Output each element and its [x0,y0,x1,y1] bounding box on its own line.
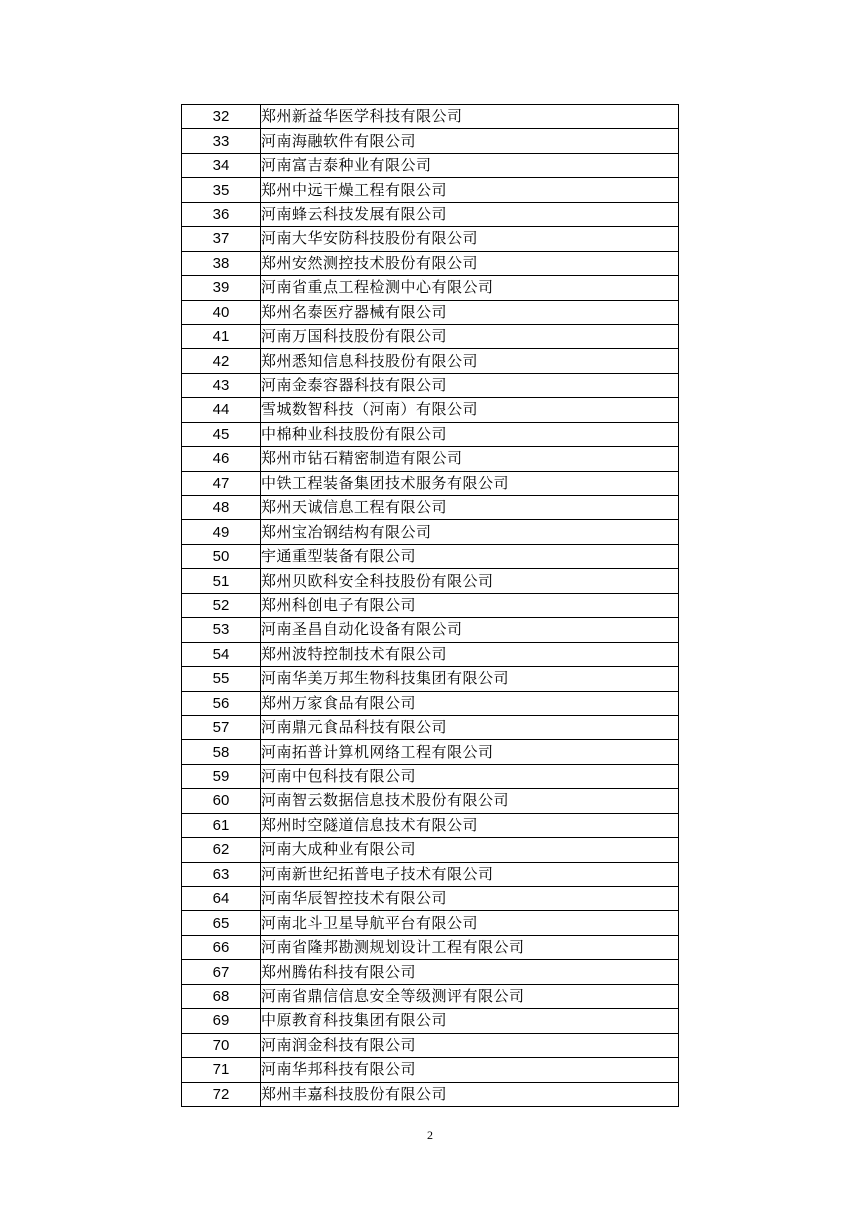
row-number-cell: 67 [182,960,261,984]
table-row [182,1009,679,1033]
table-row [182,178,679,202]
row-number-cell: 35 [182,178,261,202]
company-name-cell: 河南海融软件有限公司 [261,129,679,153]
table-row [182,251,679,275]
table-row [182,373,679,397]
table-row [182,1033,679,1057]
company-name-cell: 河南智云数据信息技术股份有限公司 [261,789,679,813]
company-name-cell: 河南省隆邦勘测规划设计工程有限公司 [261,935,679,959]
company-name-cell: 宇通重型装备有限公司 [261,544,679,568]
row-number-cell: 63 [182,862,261,886]
row-number-cell: 66 [182,935,261,959]
company-name-cell: 郑州宝冶钢结构有限公司 [261,520,679,544]
row-number-cell: 34 [182,153,261,177]
company-name-cell: 河南新世纪拓普电子技术有限公司 [261,862,679,886]
company-list-body [182,105,679,1107]
company-name-cell: 河南华邦科技有限公司 [261,1058,679,1082]
table-row [182,398,679,422]
company-name-cell: 郑州腾佑科技有限公司 [261,960,679,984]
row-number-cell: 56 [182,691,261,715]
row-number-cell: 47 [182,471,261,495]
row-number-cell: 36 [182,202,261,226]
company-name-cell: 河南润金科技有限公司 [261,1033,679,1057]
company-name-cell: 中铁工程装备集团技术服务有限公司 [261,471,679,495]
table-row [182,838,679,862]
table-row [182,984,679,1008]
row-number-cell: 48 [182,496,261,520]
table-row [182,764,679,788]
company-name-cell: 中棉种业科技股份有限公司 [261,422,679,446]
table-row [182,153,679,177]
row-number-cell: 65 [182,911,261,935]
row-number-cell: 37 [182,227,261,251]
table-row [182,740,679,764]
row-number-cell: 71 [182,1058,261,1082]
table-row [182,789,679,813]
table-row [182,129,679,153]
row-number-cell: 49 [182,520,261,544]
row-number-cell: 39 [182,276,261,300]
table-row [182,887,679,911]
table-row [182,276,679,300]
row-number-cell: 43 [182,373,261,397]
table-row [182,862,679,886]
company-name-cell: 郑州名泰医疗器械有限公司 [261,300,679,324]
company-name-cell: 雪城数智科技（河南）有限公司 [261,398,679,422]
table-row [182,300,679,324]
company-name-cell: 河南省重点工程检测中心有限公司 [261,276,679,300]
company-name-cell: 中原教育科技集团有限公司 [261,1009,679,1033]
company-name-cell: 河南大成种业有限公司 [261,838,679,862]
table-row [182,642,679,666]
company-name-cell: 河南北斗卫星导航平台有限公司 [261,911,679,935]
row-number-cell: 33 [182,129,261,153]
row-number-cell: 51 [182,569,261,593]
company-name-cell: 郑州新益华医学科技有限公司 [261,105,679,129]
company-name-cell: 郑州安然测控技术股份有限公司 [261,251,679,275]
company-name-cell: 河南金泰容器科技有限公司 [261,373,679,397]
row-number-cell: 50 [182,544,261,568]
company-name-cell: 郑州万家食品有限公司 [261,691,679,715]
row-number-cell: 68 [182,984,261,1008]
row-number-cell: 46 [182,447,261,471]
row-number-cell: 38 [182,251,261,275]
row-number-cell: 41 [182,324,261,348]
row-number-cell: 62 [182,838,261,862]
company-name-cell: 郑州时空隧道信息技术有限公司 [261,813,679,837]
company-name-cell: 河南华美万邦生物科技集团有限公司 [261,667,679,691]
table-row [182,593,679,617]
row-number-cell: 55 [182,667,261,691]
row-number-cell: 54 [182,642,261,666]
table-row [182,911,679,935]
row-number-cell: 53 [182,618,261,642]
company-list-table [181,104,679,1107]
company-name-cell: 郑州中远干燥工程有限公司 [261,178,679,202]
table-row [182,324,679,348]
table-row [182,1082,679,1106]
table-row [182,569,679,593]
company-name-cell: 郑州科创电子有限公司 [261,593,679,617]
table-row [182,422,679,446]
company-name-cell: 郑州悉知信息科技股份有限公司 [261,349,679,373]
table-row [182,496,679,520]
row-number-cell: 60 [182,789,261,813]
table-row [182,544,679,568]
table-row [182,349,679,373]
row-number-cell: 61 [182,813,261,837]
table-row [182,227,679,251]
table-row [182,960,679,984]
table-row [182,1058,679,1082]
table-row [182,520,679,544]
row-number-cell: 59 [182,764,261,788]
row-number-cell: 32 [182,105,261,129]
table-row [182,935,679,959]
table-row [182,691,679,715]
company-name-cell: 河南中包科技有限公司 [261,764,679,788]
table-row [182,813,679,837]
company-name-cell: 河南华辰智控技术有限公司 [261,887,679,911]
row-number-cell: 72 [182,1082,261,1106]
row-number-cell: 52 [182,593,261,617]
company-name-cell: 河南富吉泰种业有限公司 [261,153,679,177]
company-name-cell: 郑州天诚信息工程有限公司 [261,496,679,520]
table-row [182,667,679,691]
company-name-cell: 河南蜂云科技发展有限公司 [261,202,679,226]
company-name-cell: 郑州市钻石精密制造有限公司 [261,447,679,471]
page-number: 2 [427,1128,433,1142]
row-number-cell: 70 [182,1033,261,1057]
table-row [182,471,679,495]
company-name-cell: 河南大华安防科技股份有限公司 [261,227,679,251]
company-name-cell: 郑州丰嘉科技股份有限公司 [261,1082,679,1106]
table-row [182,715,679,739]
row-number-cell: 58 [182,740,261,764]
row-number-cell: 42 [182,349,261,373]
row-number-cell: 57 [182,715,261,739]
row-number-cell: 64 [182,887,261,911]
table-row [182,447,679,471]
table-row [182,618,679,642]
company-name-cell: 河南拓普计算机网络工程有限公司 [261,740,679,764]
row-number-cell: 40 [182,300,261,324]
company-name-cell: 河南万国科技股份有限公司 [261,324,679,348]
company-name-cell: 郑州贝欧科安全科技股份有限公司 [261,569,679,593]
row-number-cell: 45 [182,422,261,446]
company-name-cell: 河南圣昌自动化设备有限公司 [261,618,679,642]
company-name-cell: 郑州波特控制技术有限公司 [261,642,679,666]
row-number-cell: 44 [182,398,261,422]
table-row [182,105,679,129]
row-number-cell: 69 [182,1009,261,1033]
table-row [182,202,679,226]
company-name-cell: 河南省鼎信信息安全等级测评有限公司 [261,984,679,1008]
company-name-cell: 河南鼎元食品科技有限公司 [261,715,679,739]
